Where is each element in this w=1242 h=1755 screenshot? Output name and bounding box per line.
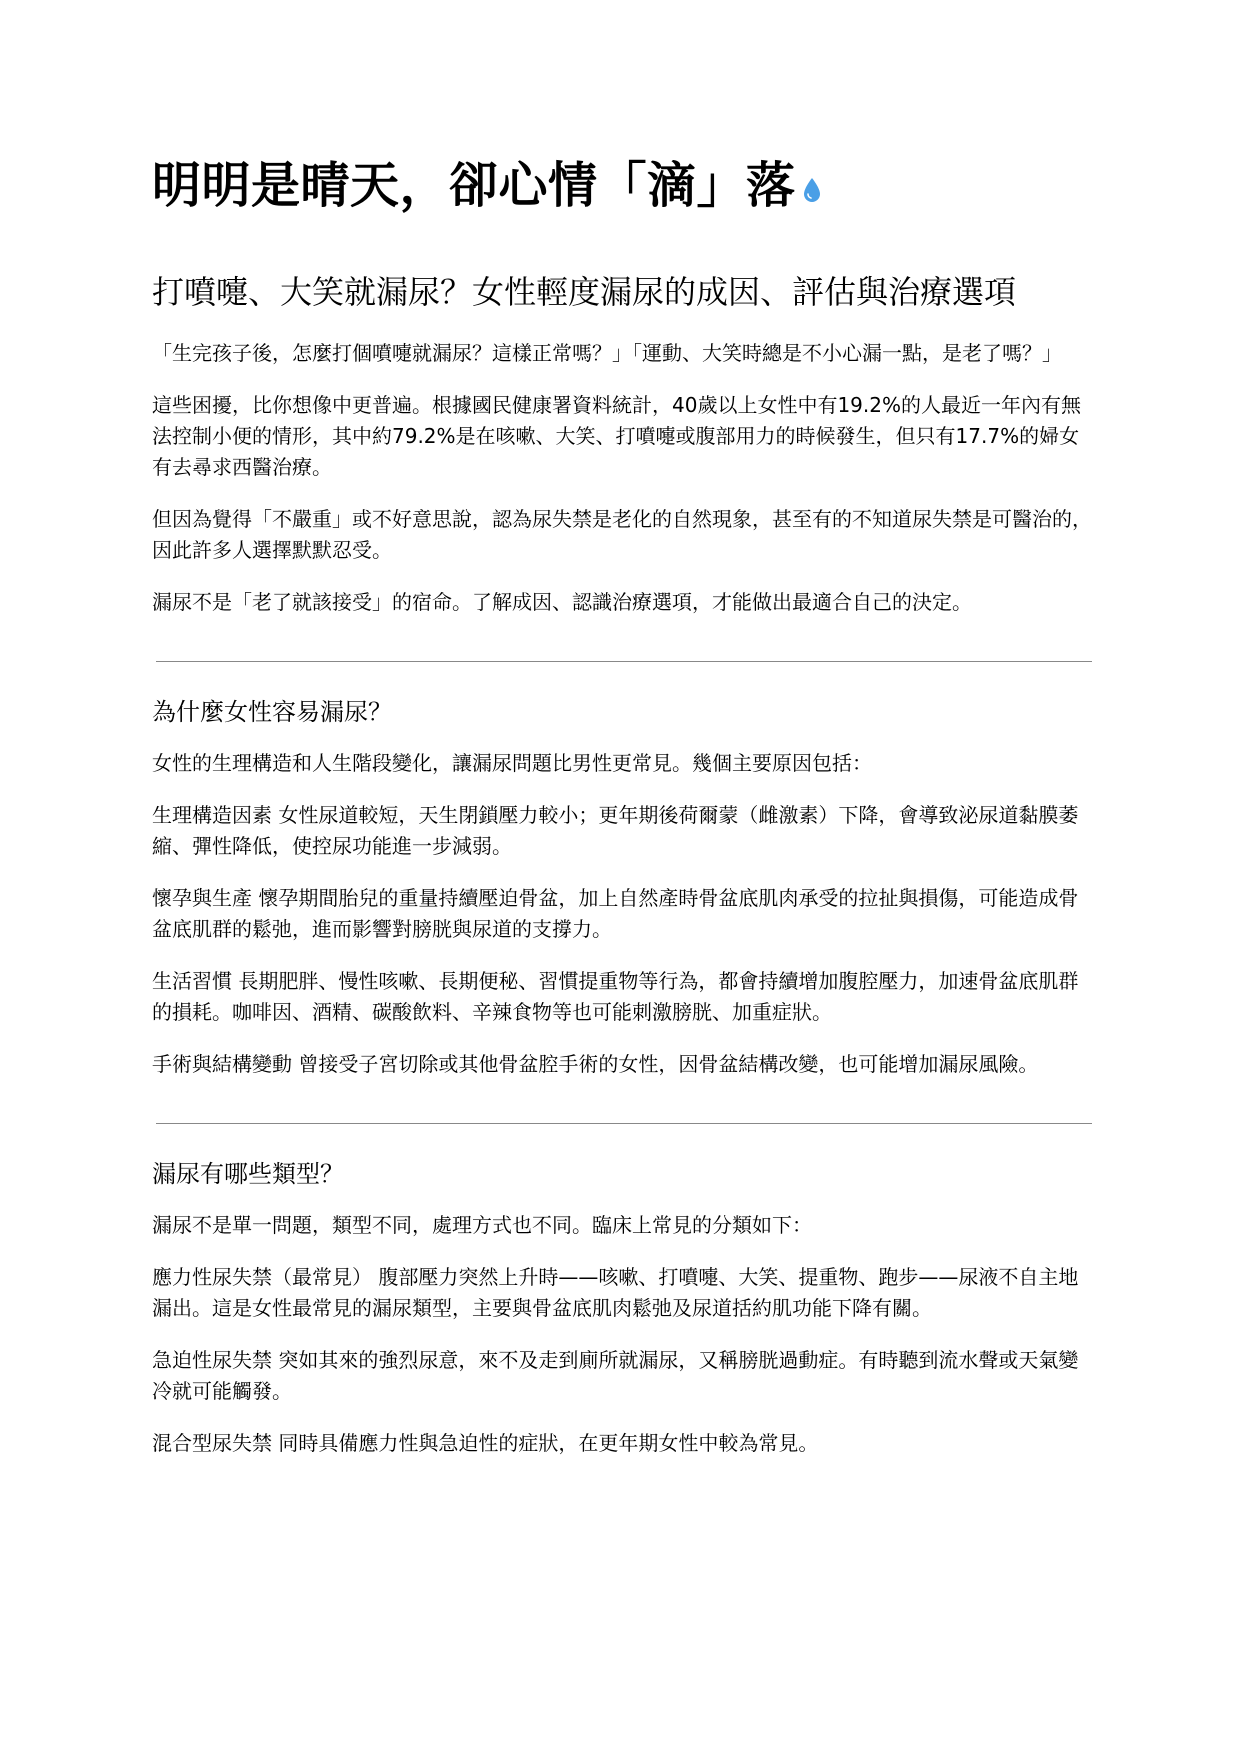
article-title [152,150,1092,225]
intro-closing: 漏尿不是「老了就該接受」的宿命。了解成因、認識治療選項，才能做出最適合自己的決定。 [152,589,972,614]
type-text: 腹部壓力突然上升時——咳嗽、打噴嚏、大笑、提重物、跑步——尿液不自主地漏出。這是女性最常見的漏尿類型，主要與骨盆底肌肉鬆弛及尿道括約肌功能下降有關。 [152,1264,1079,1320]
section-causes-heading: 為什麼女性容易漏尿？ [152,697,392,726]
type-item [152,1428,1092,1459]
section-types-heading: 漏尿有哪些類型？ [152,1159,344,1188]
intro-quote: 「生完孩子後，怎麼打個噴嚏就漏尿？這樣正常嗎？」「運動、大笑時總是不小心漏一點，是老了嗎？」 [152,340,1062,365]
cause-term: 手術與結構變動 [152,1051,292,1076]
type-term: 應力性尿失禁（最常見） [152,1264,372,1289]
article-title-text: 明明是晴天，卻心情「滴」落 [152,157,796,214]
cause-item [152,883,1092,945]
cause-item [152,1049,1092,1080]
article [152,150,1092,1459]
article-subtitle: 打噴嚏、大笑就漏尿？女性輕度漏尿的成因、評估與治療選項 [152,272,1017,311]
section-divider [156,1123,1092,1124]
cause-text: 長期肥胖、慢性咳嗽、長期便秘、習慣提重物等行為，都會持續增加腹腔壓力，加速骨盆底肌群的損耗。咖啡因、酒精、碳酸飲料、辛辣食物等也可能刺激膀胱、加重症狀。 [152,968,1079,1024]
cause-item [152,966,1092,1028]
section-causes-lead: 女性的生理構造和人生階段變化，讓漏尿問題比男性更常見。幾個主要原因包括： [152,750,872,775]
section-types-lead: 漏尿不是單一問題，類型不同，處理方式也不同。臨床上常見的分類如下： [152,1212,812,1237]
cause-term: 生理構造因素 [152,802,272,827]
cause-text: 女性尿道較短，天生閉鎖壓力較小；更年期後荷爾蒙（雌激素）下降，會導致泌尿道黏膜萎縮、彈性降低，使控尿功能進一步減弱。 [152,802,1079,858]
type-term: 急迫性尿失禁 [152,1347,272,1372]
cause-text: 懷孕期間胎兒的重量持續壓迫骨盆，加上自然產時骨盆底肌肉承受的拉扯與損傷，可能造成骨盆底肌群的鬆弛，進而影響對膀胱與尿道的支撐力。 [152,885,1079,941]
cause-item [152,800,1092,862]
cause-term: 生活習慣 [152,968,232,993]
cause-text: 曾接受子宮切除或其他骨盆腔手術的女性，因骨盆結構改變，也可能增加漏尿風險。 [298,1051,1039,1076]
type-text: 突如其來的強烈尿意，來不及走到廁所就漏尿，又稱膀胱過動症。有時聽到流水聲或天氣變冷就可能觸發。 [152,1347,1079,1403]
cause-term: 懷孕與生產 [152,885,252,910]
water-drop-icon [802,151,822,223]
intro-stigma: 但因為覺得「不嚴重」或不好意思說，認為尿失禁是老化的自然現象，甚至有的不知道尿失禁是可醫治的，因此許多人選擇默默忍受。 [152,506,1092,562]
intro-stats: 這些困擾，比你想像中更普遍。根據國民健康署資料統計，40歲以上女性中有19.2%的人最近一年內有無法控制小便的情形，其中約79.2%是在咳嗽、大笑、打噴嚏或腹部用力的時候發生，但只有17.7%的婦女有去尋求西醫治療。 [152,392,1081,479]
type-term: 混合型尿失禁 [152,1430,272,1455]
type-item [152,1262,1092,1324]
section-divider [156,661,1092,662]
type-text: 同時具備應力性與急迫性的症狀，在更年期女性中較為常見。 [278,1430,819,1455]
type-item [152,1345,1092,1407]
